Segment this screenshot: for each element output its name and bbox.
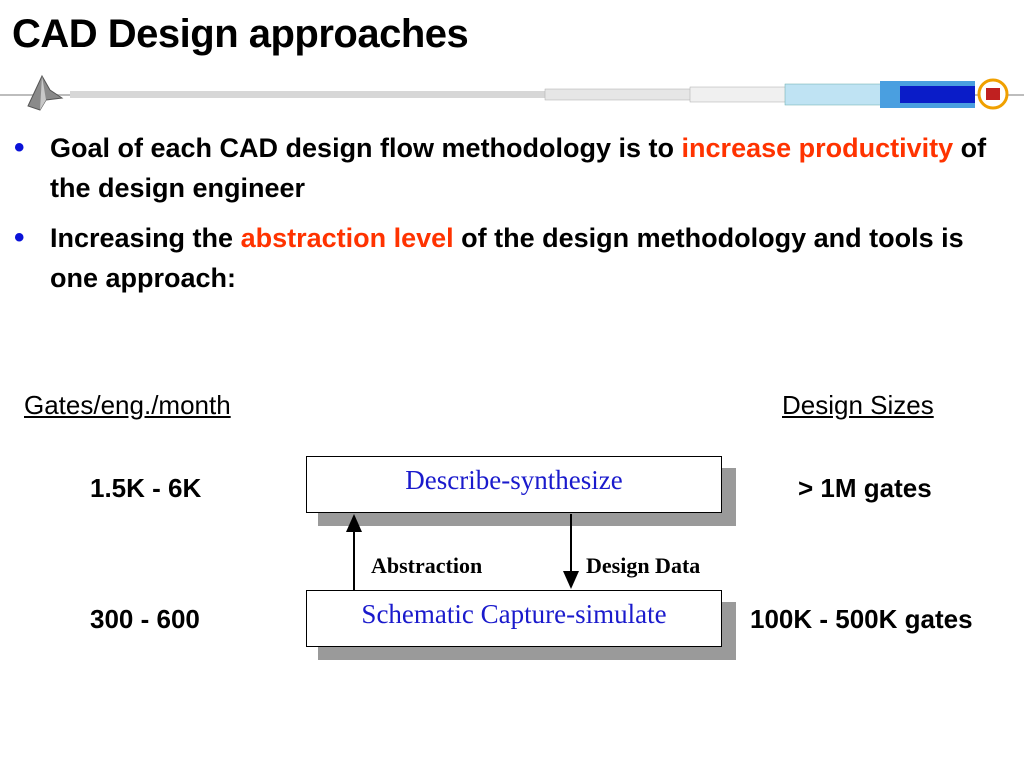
bird-logo-icon — [28, 76, 62, 110]
bullet-item-abstraction: • Increasing the abstraction level of the design methodology and tools is one approach: — [14, 218, 1019, 298]
slide-title: CAD Design approaches — [12, 12, 469, 56]
abstraction-label: Abstraction — [371, 553, 483, 578]
highlight-increase-productivity: increase productivity — [681, 133, 954, 163]
design-sizes-header: Design Sizes — [782, 390, 934, 420]
bullet-item-goal: • Goal of each CAD design flow methodology is to increase productivity of the design engineer — [14, 128, 1019, 208]
bottom-rate-value: 300 - 600 — [90, 604, 200, 634]
bullet-dot-icon: • — [14, 131, 25, 164]
describe-synthesize-box: Describe-synthesize — [306, 456, 722, 513]
bottom-size-value: 100K - 500K gates — [750, 604, 973, 634]
gates-per-month-header: Gates/eng./month — [24, 390, 231, 420]
design-data-label: Design Data — [586, 553, 701, 578]
bullet-list — [14, 128, 1019, 308]
highlight-abstraction-level: abstraction level — [240, 223, 454, 253]
top-size-value: > 1M gates — [798, 473, 932, 503]
schematic-capture-box: Schematic Capture-simulate — [306, 590, 722, 647]
bullet-dot-icon: • — [14, 221, 25, 254]
top-rate-value: 1.5K - 6K — [90, 473, 202, 503]
header-decoration — [0, 70, 1024, 116]
